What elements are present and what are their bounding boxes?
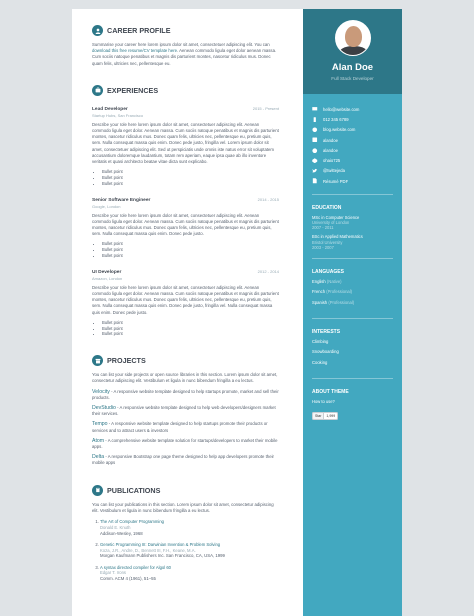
about-theme-section <box>303 389 402 422</box>
interests-title: INTERESTS <box>312 328 341 335</box>
degree: BSc in Applied Mathematics <box>312 234 363 240</box>
publication-item <box>100 542 279 560</box>
publication-title[interactable]: 3. A syntax directed compiler for Algol 60 <box>100 564 171 570</box>
contact-resume-pdf[interactable]: Résumé PDF <box>312 176 393 186</box>
education-years: 2007 - 2011 <box>312 225 334 231</box>
experience-item <box>92 106 279 187</box>
language-item: English (Native) <box>312 278 342 284</box>
publication-source: Morgan Kaufmann Publishers Inc. San Francisco, CA, USA, 1999 <box>100 553 225 559</box>
publication-title[interactable]: 1. The Art of Computer Programming <box>100 519 165 525</box>
education-section <box>303 205 402 250</box>
bullet-point: • Bullet point <box>102 175 279 181</box>
job-time: 2015 - Present <box>252 105 279 111</box>
job-time: 2014 - 2015 <box>257 196 279 202</box>
book-icon <box>92 485 103 496</box>
envelope-icon <box>312 106 318 112</box>
how-to-use-link[interactable]: How to use? <box>312 398 335 404</box>
education-item <box>312 234 393 250</box>
project-link[interactable]: Velocity <box>92 388 110 395</box>
divider <box>312 318 393 319</box>
github-star-button[interactable] <box>312 412 338 420</box>
divider <box>312 378 393 379</box>
job-bullets <box>92 241 279 258</box>
project-link[interactable]: Delta <box>92 454 105 461</box>
job-title: Senior Software Engineer <box>92 197 151 203</box>
briefcase-icon <box>92 85 103 96</box>
sidebar <box>303 9 402 616</box>
contact-github[interactable]: alandoe <box>312 145 393 155</box>
project-item: Velocity - A responsive website template designed to help startups promote, market and sell their products. <box>92 388 279 400</box>
download-template-link[interactable]: download this free resume/CV template here <box>92 48 178 54</box>
profile-container <box>303 9 402 94</box>
language-item: Spanish (Professional) <box>312 299 355 305</box>
publications-section <box>92 485 279 583</box>
job-time: 2012 - 2014 <box>257 268 279 274</box>
projects-section <box>92 355 279 466</box>
languages-list <box>312 279 393 311</box>
projects-intro: You can list your side projects or open source libraries in this section. Lorem ipsum dolor sit amet, consectetur adipiscing elit. Vestibulum et ligula in nunc bibendum fringilla a eu lectus. <box>92 372 278 384</box>
twitter-icon <box>312 168 318 174</box>
education-title: EDUCATION <box>312 204 342 211</box>
bullet-point: • Bullet point <box>102 253 279 259</box>
publication-item <box>100 519 279 537</box>
publication-authors: Koza, J.R., Andre, D., Bennett III, F.H., Keane, M.A. <box>100 547 196 553</box>
archive-icon <box>92 355 103 366</box>
github-icon <box>312 147 318 153</box>
publication-source: Comm. ACM 4 (1961), 51–55 <box>100 576 156 582</box>
bullet-point: • Bullet point <box>102 241 279 247</box>
school: University of London <box>312 220 350 226</box>
user-icon <box>92 25 103 36</box>
experience-item <box>92 269 279 337</box>
bullet-point: • Bullet point <box>102 331 279 337</box>
publications-intro: You can list your publications in this section. Lorem ipsum dolor sit amet, consectetur adipiscing elit. Vestibulum et ligula in nunc bibendum fringilla a eu lectus. <box>92 501 274 513</box>
school: Bristol University <box>312 239 343 245</box>
interests-section <box>303 329 402 371</box>
interest-item: Snowboarding <box>312 349 339 355</box>
job-description: Describe your role here lorem ipsum dolor sit amet, consectetuer adipiscing elit. Aenean commodo ligula eget dolor. Aenean massa. Cum sociis natoque penatibus et magnis dis parturient montes, nascetur ridiculus mus. Donec quam felis, ultricies nec, pellentesque eu, pretium quis, sem. Nulla consequat massa quis enim. Donec pede justo, fringilla vel. Nulla consequat massa quis enim. Donec pede justo. <box>92 284 279 315</box>
divider <box>312 258 393 259</box>
bullet-point: • Bullet point <box>102 169 279 175</box>
bullet-point: • Bullet point <box>102 247 279 253</box>
degree: MSc in Computer Science <box>312 214 360 220</box>
publication-item <box>100 565 279 583</box>
job-title: Lead Developer <box>92 106 128 112</box>
interest-item: Cooking <box>312 359 328 365</box>
experiences-section <box>92 85 279 337</box>
project-link[interactable]: DevStudio <box>92 405 116 412</box>
projects-heading <box>92 355 279 366</box>
contact-email[interactable]: hello@website.com <box>312 104 393 114</box>
career-profile-heading <box>92 25 279 36</box>
language-item: French (Professional) <box>312 289 353 295</box>
publication-authors: Donald E. Knuth <box>100 524 131 530</box>
experiences-title: EXPERIENCES <box>107 85 159 95</box>
company: Google, London <box>92 203 121 209</box>
interest-item: Climbing <box>312 338 329 344</box>
experience-item <box>92 197 279 259</box>
publications-title: PUBLICATIONS <box>107 485 161 495</box>
publications-heading <box>92 485 279 496</box>
job-bullets <box>92 169 279 186</box>
profile-name: Alan Doe <box>331 62 374 73</box>
company: Amazon, London <box>92 275 123 281</box>
job-description: Describe your role here lorem ipsum dolor sit amet, consectetuer adipiscing elit. Aenean commodo ligula eget dolor. Aenean massa. Cum sociis natoque penatibus et magnis dis parturient montes, nascetur ridiculus mus. Donec quam felis, ultricies nec, pellentesque eu, pretium quis, sem. Nulla consequat massa quis enim. Donec pede justo. <box>92 212 279 237</box>
phone-icon <box>312 116 318 122</box>
job-bullets <box>92 320 279 337</box>
resume-page <box>72 9 402 616</box>
publication-source: Addison-Wesley, 1968 <box>100 530 143 536</box>
globe-icon <box>312 127 318 133</box>
publication-list <box>92 519 279 582</box>
career-profile-summary: Summarise your career here lorem ipsum dolor sit amet, consectetuer adipiscing elit. You can download this free resume/CV template here. Aenean commodo ligula eget dolor aenean massa. Cum sociis natoque penatibus et magnis dis parturient montes, nascetur ridiculus mus. Donec quam felis, ultricies nec, pellentesque eu. <box>92 42 277 66</box>
contact-website[interactable]: blog.website.com <box>312 125 393 135</box>
profile-tagline: Full Stack Developer <box>331 76 374 81</box>
avatar <box>335 20 371 56</box>
projects-title: PROJECTS <box>107 356 146 366</box>
languages-section <box>303 269 402 311</box>
contact-list <box>303 94 402 186</box>
experiences-heading <box>92 85 279 96</box>
project-link[interactable]: Atom <box>92 437 105 444</box>
main-content <box>72 9 299 616</box>
contact-twitter[interactable]: @twittejeda <box>312 166 393 176</box>
project-item: DevStudio - A responsive website template designed to help web developers/designers market their services. <box>92 405 276 417</box>
project-link[interactable]: Tempo <box>92 421 108 428</box>
job-description: Describe your role here lorem ipsum dolor sit amet, consectetuer adipiscing elit. Aenean commodo ligula eget dolor. Aenean massa. Cum sociis natoque penatibus et magnis dis parturient montes, nascetur ridiculus mus. Donec quam felis, ultricies nec, pellentesque eu, pretium quis, sem. Nulla consequat massa quis enim. Donec pede justo, fringilla vel. Lorem ipsum dolor sit amet, consectetuer adipiscing elit. Sed ut perspiciatis unde omnis iste natus error sit voluptatem accusantium doloremque laudantium, totam rem aperiam, eaque ipsa quae ab illo inventore veritatis et quasi architecto beatae vitae dicta sunt explicabo. <box>92 121 279 165</box>
pdf-icon <box>312 178 318 184</box>
divider <box>312 194 393 195</box>
contact-linkedin[interactable]: alandoe <box>312 135 393 145</box>
project-item: Delta - A responsive Bootstrap one page theme designed to help app developers promote their mobile apps <box>92 454 274 466</box>
project-item: Atom - A comprehensive website template solution for startups/developers to market their mobile apps. <box>92 437 278 450</box>
codepen-icon <box>312 158 318 164</box>
interests-list <box>312 339 393 371</box>
project-item: Tempo - A responsive website template designed to help startups promote their products or services and to attract users & investors <box>92 421 268 433</box>
company: Startup Hubs, San Francisco <box>92 112 144 118</box>
publication-authors: Edgar T. Irons <box>100 570 126 576</box>
linkedin-icon <box>312 137 318 143</box>
bullet-point: • Bullet point <box>102 326 279 332</box>
star-label: Star <box>315 413 322 418</box>
contact-phone[interactable]: 012 345 6789 <box>312 114 393 124</box>
about-theme-title: ABOUT THEME <box>312 388 349 395</box>
job-title: UI Developer <box>92 269 122 275</box>
career-profile-section <box>92 25 279 67</box>
contact-codepen[interactable]: ohaio725 <box>312 155 393 165</box>
languages-title: LANGUAGES <box>312 268 344 275</box>
bullet-point: • Bullet point <box>102 181 279 187</box>
bullet-point: • Bullet point <box>102 320 279 326</box>
career-profile-title: CAREER PROFILE <box>107 26 171 35</box>
publication-title[interactable]: 2. Genetic Programming III: Darwinian Invention & Problem Solving <box>100 541 221 547</box>
education-years: 2003 - 2007 <box>312 244 334 250</box>
star-count: 1,999 <box>323 413 337 419</box>
education-item <box>312 215 393 231</box>
